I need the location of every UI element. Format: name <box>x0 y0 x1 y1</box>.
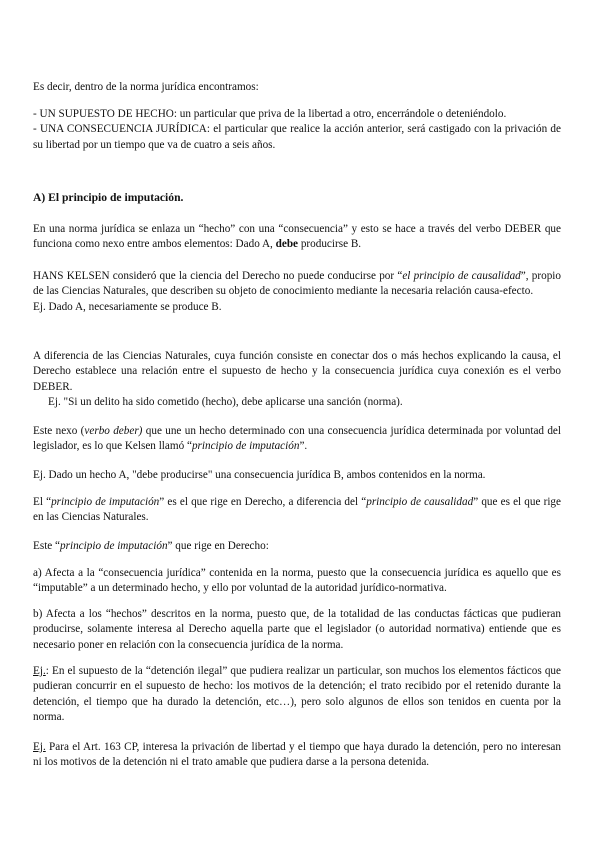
p4-mid: que une un hecho determinado con una consecuencia jurídica determinada por voluntad del legislador, es lo que Kelsen llamó “ <box>33 425 562 453</box>
p1-text-end: producirse B. <box>298 238 362 251</box>
p4-post: ”. <box>299 440 308 453</box>
p2-post: ”, propio de las Ciencias Naturales, que describen su objeto de conocimiento mediante la necesaria relación causa-efecto. <box>33 270 561 298</box>
p3-example: Ej. "Si un delito ha sido cometido (hecho), debe aplicarse una sanción (norma). <box>48 396 403 409</box>
p7-pre: Este “ <box>33 540 61 552</box>
p7-italic: principio de imputación <box>60 540 168 552</box>
p4-italic-principio: principio de imputación <box>191 440 300 453</box>
norm-elements-list <box>33 107 561 153</box>
p1-text: En una norma jurídica se enlaza un “hecho” con una “consecuencia” y esto se hace a través del verbo DEBER que funciona como nexo entre ambos elementos: Dado A, <box>33 223 561 251</box>
p6-italic-causalidad: principio de causalidad <box>366 496 474 508</box>
p6-italic-imputacion: principio de imputación <box>51 496 160 508</box>
list-item-consecuencia: - UNA CONSECUENCIA JURÍDICA: el particular que realice la acción anterior, será castigado con la privación de su libertad por un tiempo que va de cuatro a seis años. <box>33 123 561 151</box>
p4-italic-verbo: verbo deber) <box>84 425 143 437</box>
paragraph-point-b: b) Afecta a los “hechos” descritos en la norma, puesto que, de la totalidad de las conductas fácticas que pudieran producirse, solamente interesa al Derecho aquella parte que el legislador (o autoridad normativa) entiende que es necesario poner en relación con la consecuencia jurídica de la norma. <box>33 608 561 651</box>
p1-bold-debe: debe <box>275 238 299 251</box>
p10-text: : En el supuesto de la “detención ilegal” que pudiera realizar un particular, son muchos los elementos fácticos que pudieran concurrir en el supuesto de hecho: los motivos de la detención; el trato recibido por el retenido durante la detención, el tiempo que ha durado la detención, etc…), pero solo algunos de ellos son tenidos en cuenta por la norma. <box>33 665 561 724</box>
paragraph-point-a: a) Afecta a la “consecuencia jurídica” contenida en la norma, puesto que la consecuencia jurídica es aquello que es “imputable” a un determinado hecho, y ello por voluntad de la autoridad jurídico-normativa. <box>33 567 561 595</box>
list-item-supuesto: - UN SUPUESTO DE HECHO: un particular que priva de la libertad a otro, encerrándole o deteniéndolo. <box>33 108 507 120</box>
paragraph-ciencias-naturales <box>33 349 561 411</box>
paragraph-imputacion-vs-causalidad <box>33 495 561 526</box>
p6-pre: El “ <box>33 496 52 508</box>
p6-post: ” que es el que rige en las Ciencias Naturales. <box>33 496 561 524</box>
paragraph-nexo-deber <box>33 222 561 253</box>
paragraph-example-ab: Ej. Dado un hecho A, "debe producirse" una consecuencia jurídica B, ambos contenidos en la norma. <box>33 469 486 481</box>
p2-example: Ej. Dado A, necesariamente se produce B. <box>33 300 222 313</box>
p4-pre: Este nexo ( <box>33 425 85 437</box>
p6-mid: ” es el que rige en Derecho, a diferencia del “ <box>159 496 367 508</box>
p11-text: Para el Art. 163 CP, interesa la privación de libertad y el tiempo que haya durado la detención, pero no interesan ni los motivos de la detención ni el trato amable que pudiera darse a la persona detenida. <box>33 741 561 769</box>
p7-post: ” que rige en Derecho: <box>167 540 269 552</box>
section-heading: A) El principio de imputación. <box>33 191 184 204</box>
paragraph-nexo-imputacion <box>33 424 561 455</box>
p2-text <box>33 269 561 300</box>
paragraph-este-principio <box>33 539 561 554</box>
p2-italic: el principio de causalidad <box>402 270 521 282</box>
p11-label: Ej. <box>33 741 46 753</box>
paragraph-example-art163 <box>33 740 561 771</box>
p2-pre: HANS KELSEN consideró que la ciencia del Derecho no puede conducirse por “ <box>33 270 403 282</box>
paragraph-kelsen <box>33 269 561 315</box>
p3-text: A diferencia de las Ciencias Naturales, cuya función consiste en conectar dos o más hechos explicando la causa, el Derecho establece una relación entre el supuesto de hecho y la consecuencia jurídica cuya conexión es el verbo DEBER. <box>33 350 561 393</box>
intro-paragraph: Es decir, dentro de la norma jurídica encontramos: <box>33 81 259 93</box>
p10-label: Ej. <box>33 665 46 677</box>
paragraph-example-detencion <box>33 664 561 726</box>
